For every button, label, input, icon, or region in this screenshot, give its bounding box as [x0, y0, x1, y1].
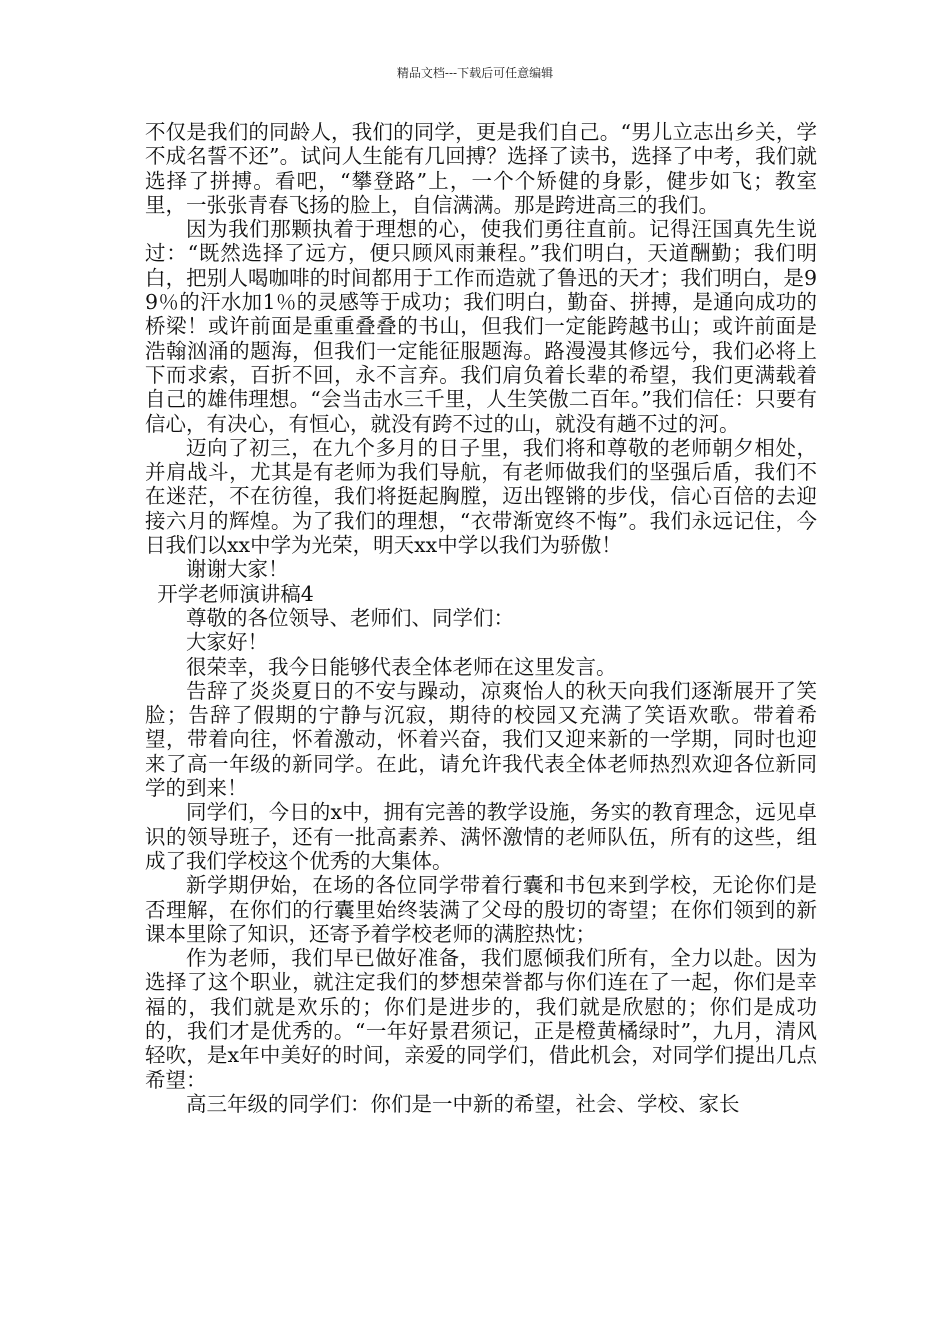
paragraph: 同学们，今日的x中，拥有完善的教学设施，务实的教育理念，远见卓识的领导班子，还有一批高素养、满怀激情的老师队伍，所有的这些，组成了我们学校这个优秀的大集体。 — [145, 800, 817, 873]
paragraph: 迈向了初三，在九个多月的日子里，我们将和尊敬的老师朝夕相处，并肩战斗，尤其是有老师为我们导航，有老师做我们的坚强后盾，我们不在迷茫，不在彷徨，我们将挺起胸膛，迈出铿锵的步伐，信心百倍的去迎接六月的辉煌。为了我们的理想，“衣带渐宽终不悔”。我们永远记住，今日我们以xx中学为光荣，明天xx中学以我们为骄傲！ — [145, 435, 817, 558]
paragraph: 高三年级的同学们：你们是一中新的希望，社会、学校、家长 — [186, 1091, 740, 1116]
paragraph: 很荣幸，我今日能够代表全体老师在这里发言。 — [186, 654, 617, 679]
section-heading: 开学老师演讲稿4 — [157, 581, 314, 606]
greeting: 大家好！ — [186, 630, 268, 655]
document-body — [145, 120, 817, 1116]
paragraph: 新学期伊始，在场的各位同学带着行囊和书包来到学校，无论你们是否理解，在你们的行囊里始终装满了父母的殷切的寄望；在你们领到的新课本里除了知识，还寄予着学校老师的满腔热忱； — [145, 873, 817, 946]
closing-line: 谢谢大家！ — [186, 557, 289, 582]
paragraph: 不仅是我们的同龄人，我们的同学，更是我们自己。“男儿立志出乡关，学不成名誓不还”。试问人生能有几回搏？选择了读书，选择了中考，我们就选择了拼搏。看吧，“攀登路”上，一个个矫健的身影，健步如飞；教室里，一张张青春飞扬的脸上，自信满满。那是跨进高三的我们。 — [145, 120, 817, 217]
paragraph: 告辞了炎炎夏日的不安与躁动，凉爽怡人的秋天向我们逐渐展开了笑脸；告辞了假期的宁静与沉寂，期待的校园又充满了笑语欢歌。带着希望，带着向往，怀着激动，怀着兴奋，我们又迎来新的一学期，同时也迎来了高一年级的新同学。在此，请允许我代表全体老师热烈欢迎各位新同学的到来！ — [145, 678, 817, 801]
paragraph: 因为我们那颗执着于理想的心，使我们勇往直前。记得汪国真先生说过：“既然选择了远方，便只顾风雨兼程。”我们明白，天道酬勤；我们明白，把别人喝咖啡的时间都用于工作而造就了鲁迅的天才；我们明白，是99％的汗水加1％的灵感等于成功；我们明白，勤奋、拼搏，是通向成功的桥梁！或许前面是重重叠叠的书山，但我们一定能跨越书山；或许前面是浩翰汹涌的题海，但我们一定能征服题海。路漫漫其修远兮，我们必将上下而求索，百折不回，永不言弃。我们肩负着长辈的希望，我们更满载着自己的雄伟理想。“会当击水三千里，人生笑傲二百年。”我们信任：只要有信心，有决心，有恒心，就没有跨不过的山，就没有趟不过的河。 — [145, 217, 817, 436]
salutation: 尊敬的各位领导、老师们、同学们： — [186, 605, 514, 630]
paragraph: 作为老师，我们早已做好准备，我们愿倾我们所有，全力以赴。因为选择了这个职业，就注定我们的梦想荣誉都与你们连在了一起，你们是幸福的，我们就是欢乐的；你们是进步的，我们就是欣慰的；你们是成功的，我们才是优秀的。“一年好景君须记，正是橙黄橘绿时”，九月，清风轻吹，是x年中美好的时间，亲爱的同学们，借此机会，对同学们提出几点希望： — [145, 946, 817, 1092]
page-header: 精品文档---下载后可任意编辑 — [396, 66, 554, 80]
